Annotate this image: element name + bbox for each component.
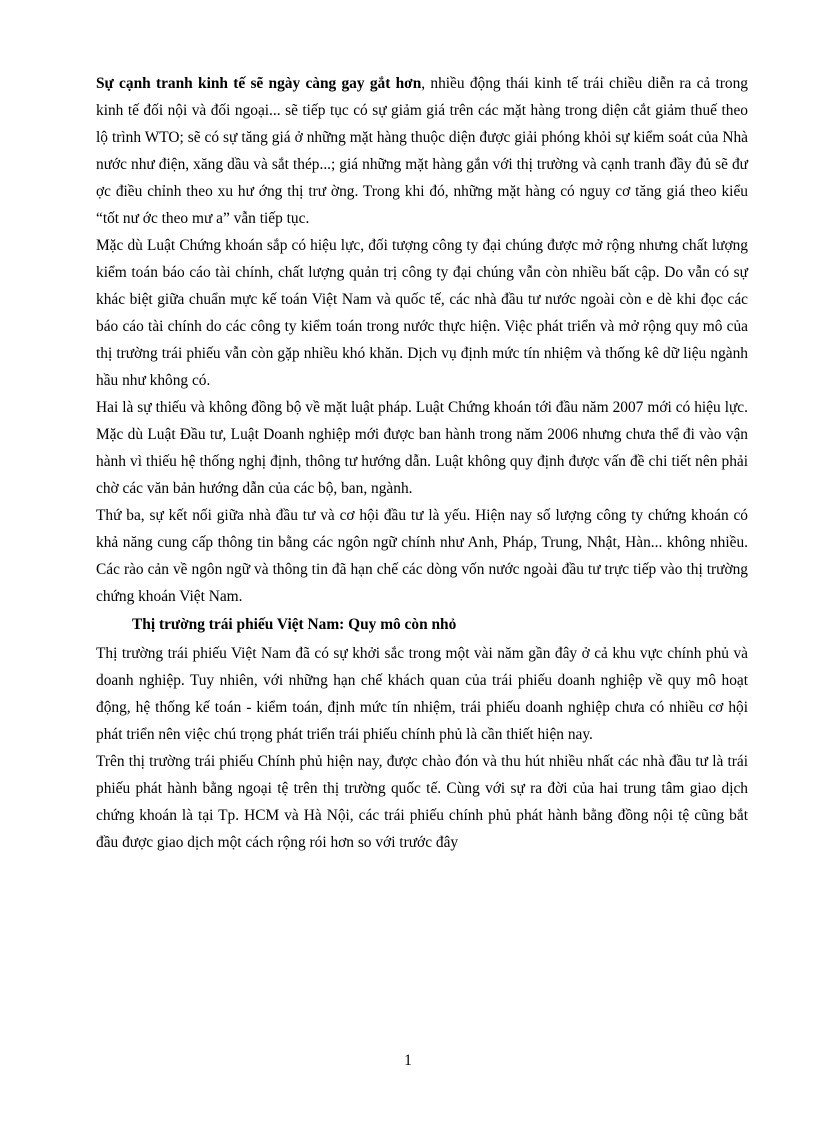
page-number: 1 [404, 1052, 412, 1069]
paragraph-legal-gaps: Hai là sự thiếu và không đồng bộ về mặt luật pháp. Luật Chứng khoán tới đầu năm 2007 mới có hiệu lực. Mặc dù Luật Đầu tư, Luật Doanh nghiệp mới được ban hành trong năm 2006 nhưng chưa thể đi vào vận hành vì thiếu hệ thống nghị định, thông tư hướng dẫn. Luật không quy định được vấn đề chi tiết nên phải chờ các văn bản hướng dẫn của các bộ, ban, ngành. [96, 399, 748, 497]
paragraph-securities-law: Mặc dù Luật Chứng khoán sắp có hiệu lực, đối tượng công ty đại chúng được mở rộng nhưng chất lượng kiểm toán báo cáo tài chính, chất lượng quản trị công ty đại chúng vẫn còn nhiều bất cập. Do vẫn có sự khác biệt giữa chuẩn mực kế toán Việt Nam và quốc tế, các nhà đầu tư nước ngoài còn e dè khi đọc các báo cáo tài chính do các công ty kiểm toán trong nước thực hiện. Việc phát triển và mở rộng quy mô của thị trường trái phiếu vẫn còn gặp nhiều khó khăn. Dịch vụ định mức tín nhiệm và thống kê dữ liệu ngành hầu như không có. [96, 237, 748, 389]
paragraph-body: , nhiều động thái kinh tế trái chiều diễn ra cả trong kinh tế đối nội và đối ngoại... sẽ tiếp tục có sự giảm giá trên các mặt hàng trong diện cắt giảm thuế theo lộ trình WTO; sẽ có sự tăng giá ở những mặt hàng thuộc diện được giải phóng khỏi sự kiểm soát của Nhà nước như điện, xăng dầu và sắt thép...; giá những mặt hàng gắn với thị trường và cạnh tranh đầy đủ sẽ đư ợc điều chỉnh theo xu hư ớng thị trư ờng. Trong khi đó, những mặt hàng có nguy cơ tăng giá theo kiểu “tốt nư ớc theo mư a” vẫn tiếp tục. [96, 75, 748, 227]
paragraph-bond-market: Thị trường trái phiếu Việt Nam đã có sự khởi sắc trong một vài năm gần đây ở cả khu vực chính phủ và doanh nghiệp. Tuy nhiên, với những hạn chế khách quan của trái phiếu doanh nghiệp về quy mô hoạt động, hệ thống kế toán - kiểm toán, định mức tín nhiệm, trái phiếu doanh nghiệp chưa có nhiều cơ hội phát triển nên việc chú trọng phát triển trái phiếu chính phủ là cần thiết hiện nay. [96, 645, 748, 743]
paragraph-lead-bold: Sự cạnh tranh kinh tế sẽ ngày càng gay gắt hơn [96, 75, 422, 92]
document-page [96, 70, 748, 856]
paragraph-competition [96, 70, 748, 232]
paragraph-investor-connection: Thứ ba, sự kết nối giữa nhà đầu tư và cơ hội đầu tư là yếu. Hiện nay số lượng công ty chứng khoán có khả năng cung cấp thông tin bằng các ngôn ngữ chính như Anh, Pháp, Trung, Nhật, Hàn... không nhiều. Các rào cản về ngôn ngữ và thông tin đã hạn chế các dòng vốn nước ngoài đầu tư trực tiếp vào thị trường chứng khoán Việt Nam. [96, 507, 748, 605]
section-heading: Thị trường trái phiếu Việt Nam: Quy mô còn nhỏ [132, 616, 457, 633]
paragraph-government-bonds: Trên thị trường trái phiếu Chính phủ hiện nay, được chào đón và thu hút nhiều nhất các nhà đầu tư là trái phiếu phát hành bằng ngoại tệ trên thị trường quốc tế. Cùng với sự ra đời của hai trung tâm giao dịch chứng khoán là tại Tp. HCM và Hà Nội, các trái phiếu chính phủ phát hành bằng đồng nội tệ cũng bắt đầu được giao dịch một cách rộng rói hơn so với trước đây [96, 753, 748, 851]
